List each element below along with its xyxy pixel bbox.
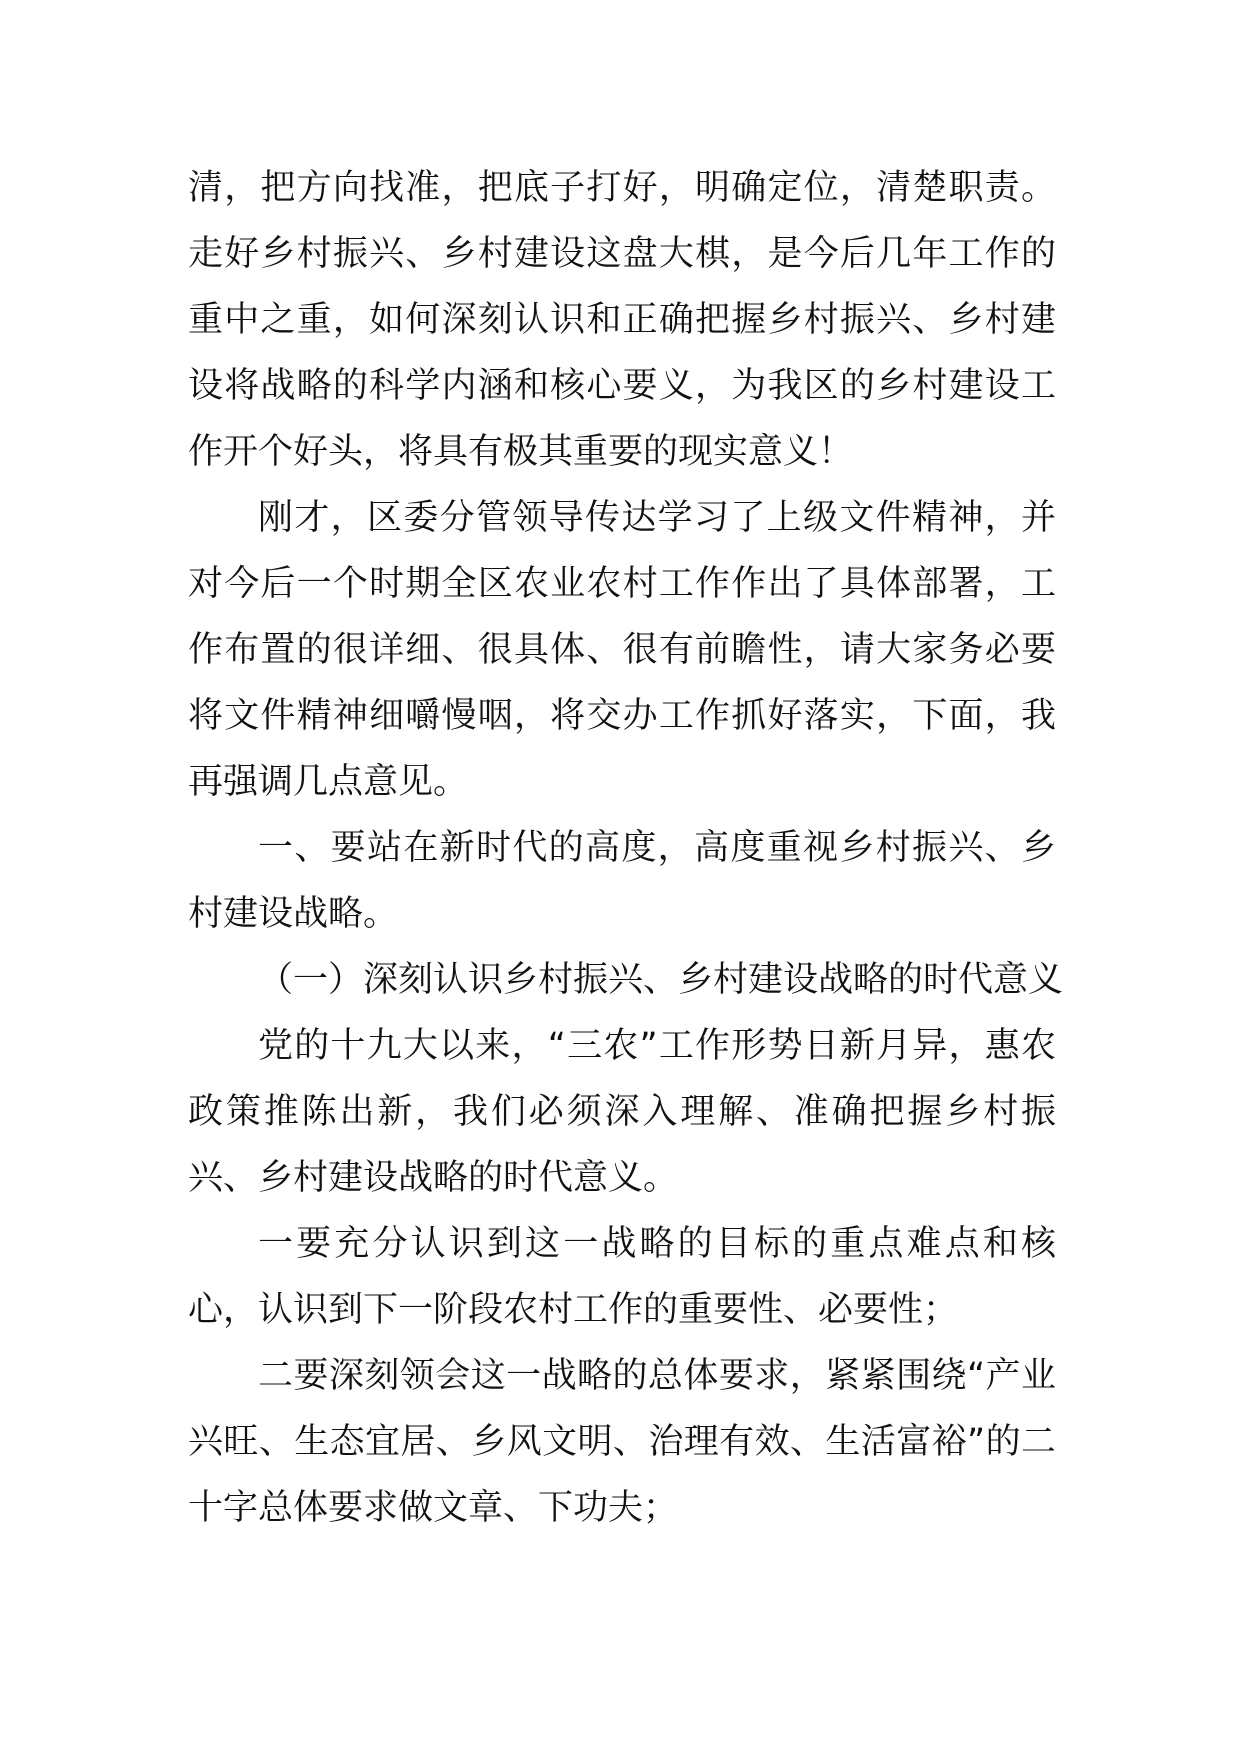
document-body [188,155,1064,1541]
section-heading-1: 一、要站在新时代的高度，高度重视乡村振兴、乡村建设战略。 [188,828,1056,934]
paragraph-leader-remarks: 刚才，区委分管领导传达学习了上级文件精神，并对今后一个时期全区农业农村工作作出了具体部署，工作布置的很详细、很具体、很有前瞻性，请大家务必要将文件精神细嚼慢咽，将交办工作抓好落实，下面，我再强调几点意见。 [188,498,1056,802]
paragraph-point-two: 二要深刻领会这一战略的总体要求，紧紧围绕“产业兴旺、生态宜居、乡风文明、治理有效、生活富裕”的二十字总体要求做文章、下功夫； [188,1356,1056,1528]
paragraph-continuation: 清，把方向找准，把底子打好，明确定位，清楚职责。走好乡村振兴、乡村建设这盘大棋，是今后几年工作的重中之重，如何深刻认识和正确把握乡村振兴、乡村建设将战略的科学内涵和核心要义，为我区的乡村建设工作开个好头，将具有极其重要的现实意义！ [188,168,1056,472]
paragraph-era-significance: 党的十九大以来，“三农”工作形势日新月异，惠农政策推陈出新，我们必须深入理解、准确把握乡村振兴、乡村建设战略的时代意义。 [188,1026,1056,1198]
paragraph-point-one: 一要充分认识到这一战略的目标的重点难点和核心，认识到下一阶段农村工作的重要性、必要性； [188,1224,1056,1330]
subsection-heading-1-1: （一）深刻认识乡村振兴、乡村建设战略的时代意义 [258,960,1064,1000]
